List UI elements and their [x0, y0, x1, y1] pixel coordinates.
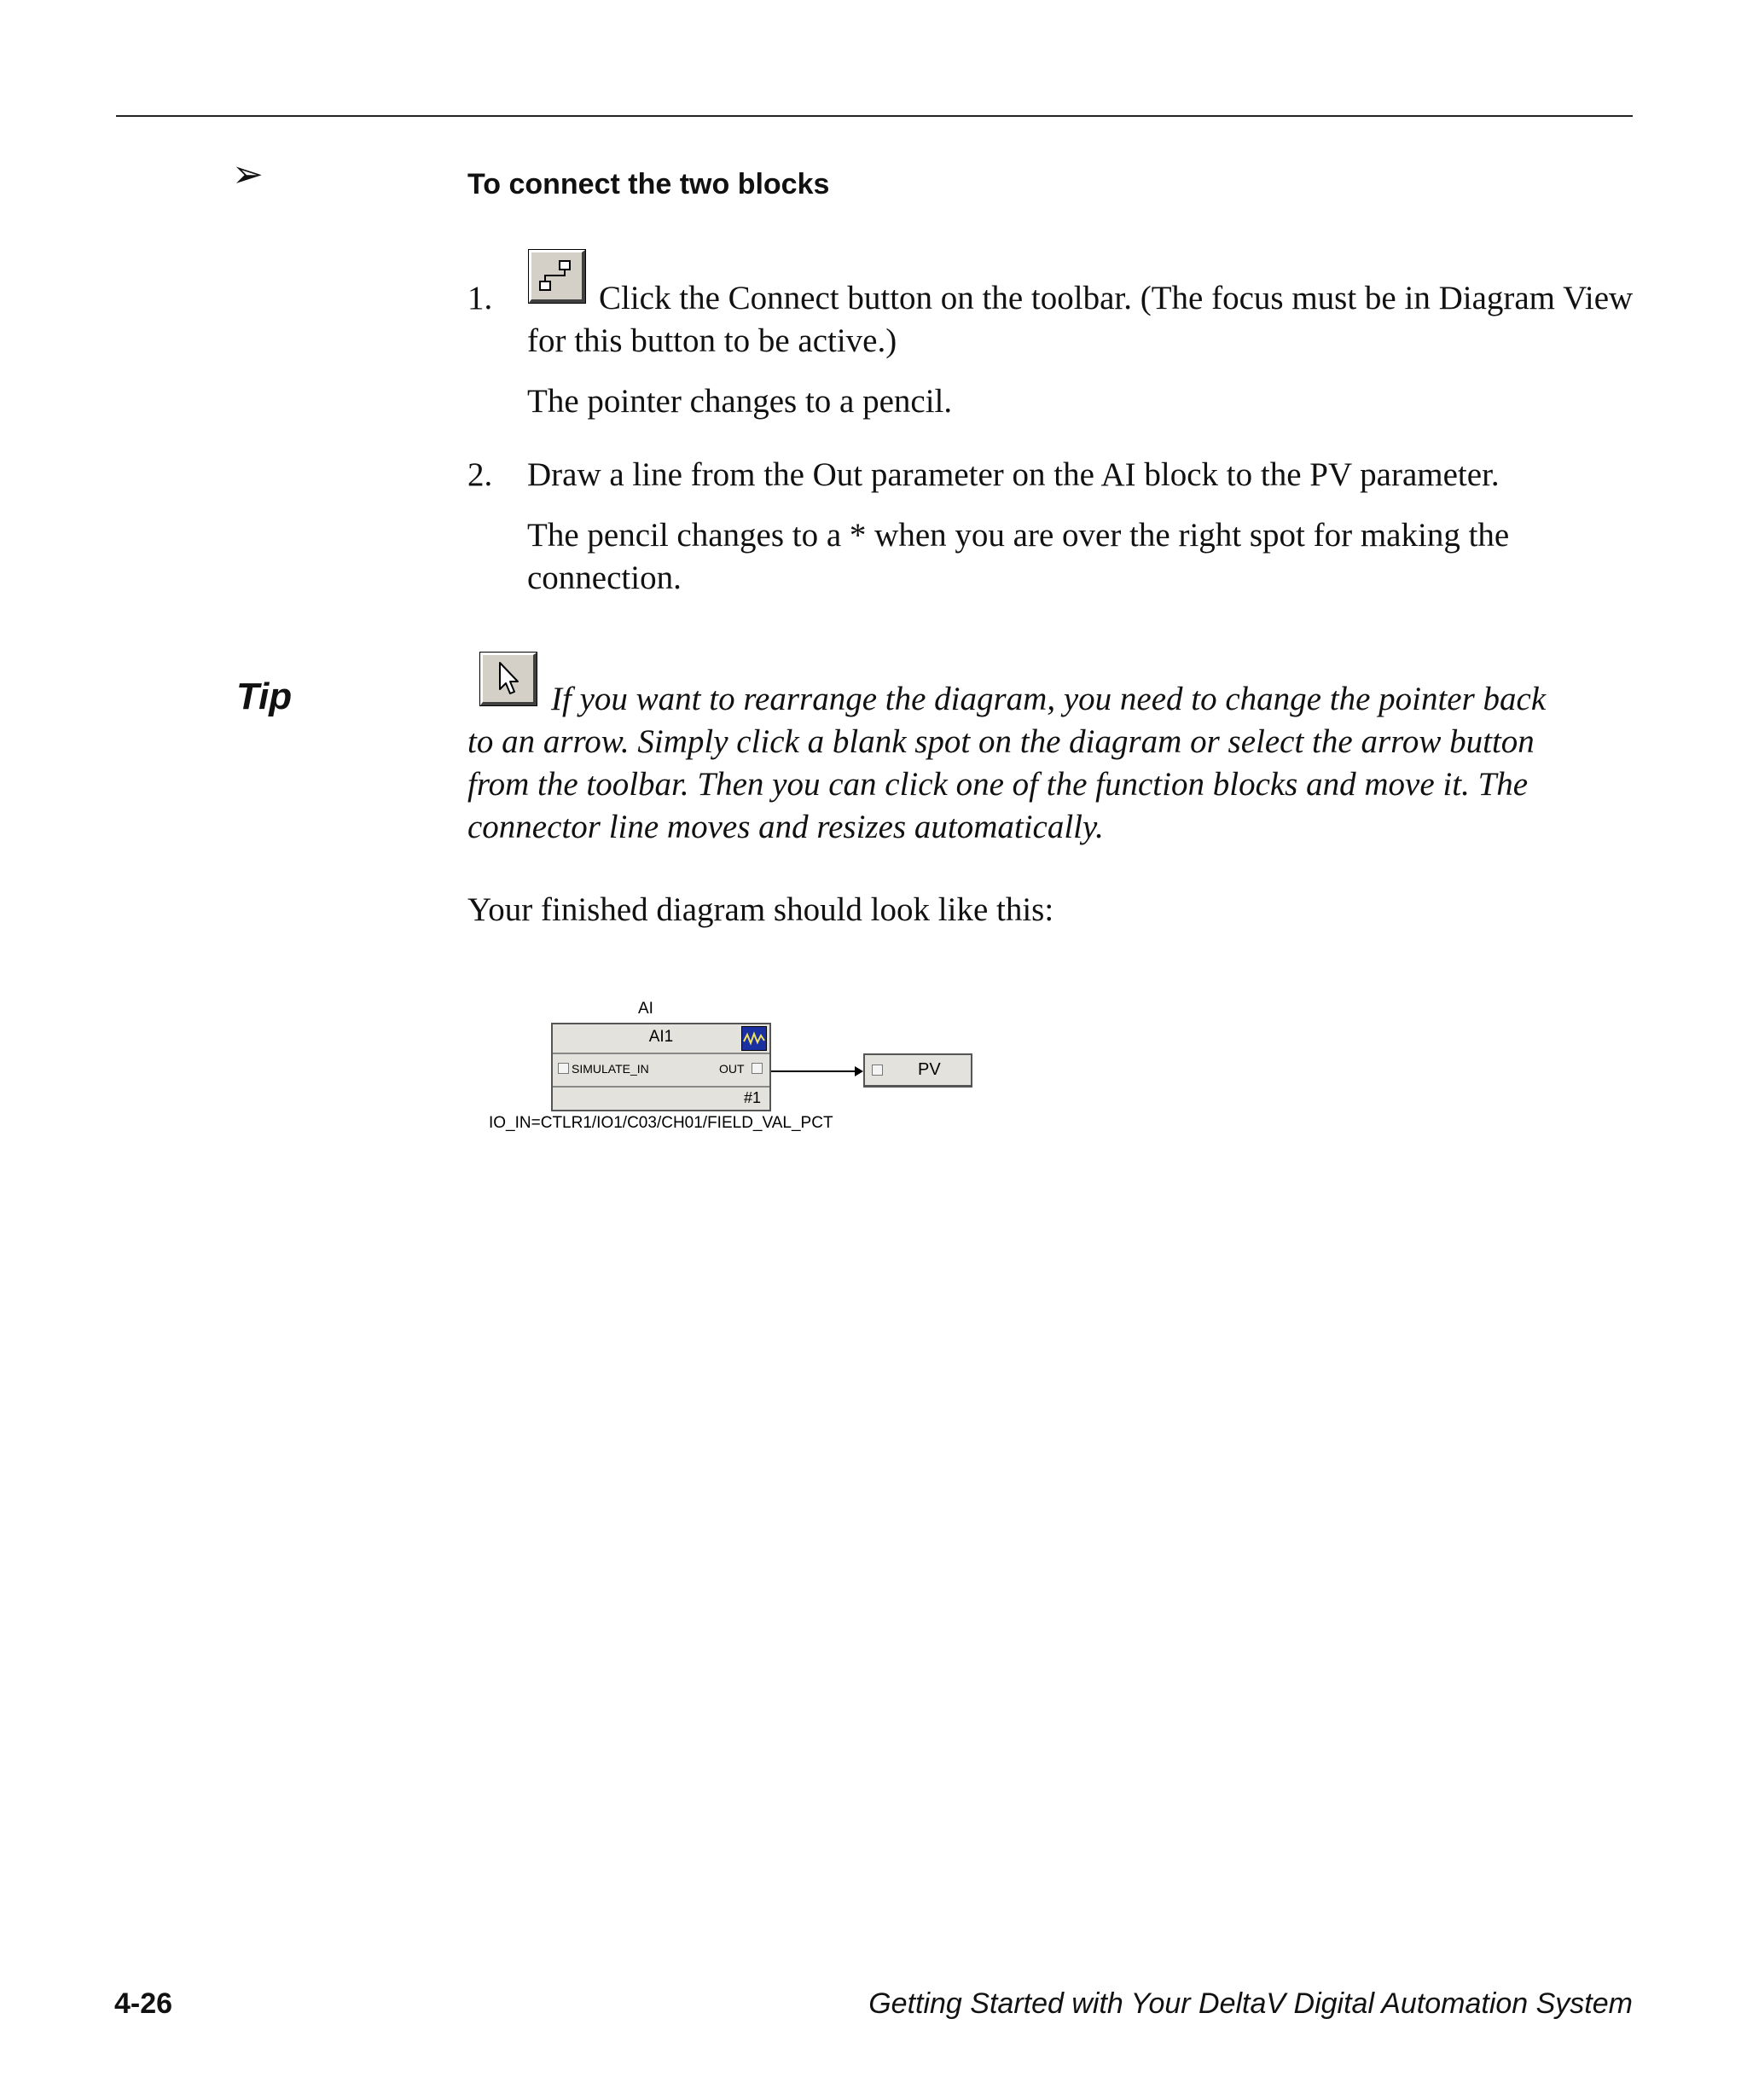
footer-title: Getting Started with Your DeltaV Digital Automation System: [868, 1987, 1633, 2020]
connector-line[interactable]: [771, 1070, 860, 1072]
step-1-result: The pointer changes to a pencil.: [527, 383, 953, 420]
pv-connector[interactable]: [872, 1065, 883, 1076]
pv-parameter-block[interactable]: [863, 1053, 972, 1088]
step-1-text: Click the Connect button on the toolbar. (The focus must be in Diagram View for this button to be active.): [527, 280, 1634, 359]
block-name: AI1: [648, 1028, 674, 1046]
block-divider: [553, 1086, 769, 1088]
connector-arrowhead: [855, 1066, 863, 1076]
block-type-label: AI: [638, 1000, 653, 1018]
input-param-label: SIMULATE_IN: [572, 1062, 649, 1076]
step-2-number: 2.: [467, 456, 493, 493]
finished-intro: Your finished diagram should look like this:: [467, 891, 1054, 928]
step-2-result: The pencil changes to a * when you are over the right spot for making the connection.: [527, 517, 1510, 596]
procedure-bullet: ➢: [232, 153, 264, 196]
simulate-in-connector[interactable]: [558, 1063, 569, 1074]
procedure-heading: To connect the two blocks: [467, 168, 830, 200]
tip-label: Tip: [236, 676, 293, 717]
block-number: #1: [743, 1089, 761, 1106]
header-rule: [116, 115, 1633, 117]
io-in-label: IO_IN=CTLR1/IO1/C03/CH01/FIELD_VAL_PCT: [489, 1114, 833, 1132]
page-number: 4-26: [114, 1987, 173, 2020]
output-param-label: OUT: [719, 1062, 745, 1076]
out-connector[interactable]: [752, 1063, 763, 1074]
waveform-icon: [741, 1026, 767, 1051]
step-2-text: Draw a line from the Out parameter on the AI block to the PV parameter.: [527, 456, 1500, 493]
step-1-number: 1.: [467, 280, 493, 316]
block-divider: [553, 1053, 769, 1054]
tip-text: If you want to rearrange the diagram, you need to change the pointer back to an arrow. Simply click a blank spot on the diagram or select the arrow button from the toolbar. Then you can click one of the function blocks and move it. The connector line moves and resizes automatically.: [467, 681, 1547, 845]
ai-function-block[interactable]: [551, 1023, 771, 1111]
pv-label: PV: [918, 1060, 941, 1079]
